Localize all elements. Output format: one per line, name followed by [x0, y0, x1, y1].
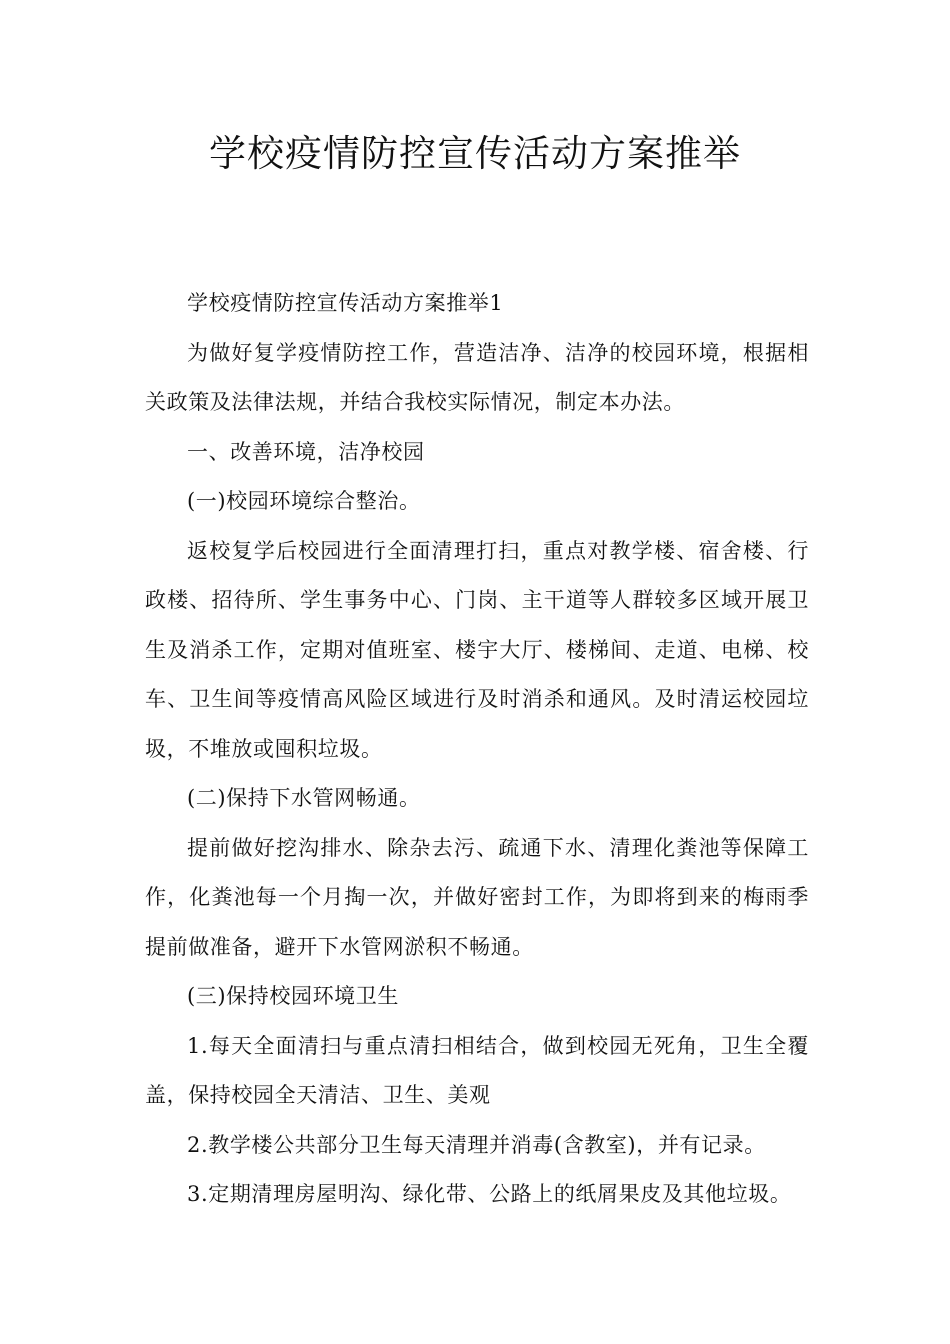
list-item: 1.每天全面清扫与重点清扫相结合，做到校园无死角，卫生全覆盖，保持校园全天清洁、卫生、美观: [145, 1033, 809, 1107]
paragraph: 为做好复学疫情防控工作，营造洁净、洁净的校园环境，根据相关政策及法律法规，并结合我校实际情况，制定本办法。: [145, 340, 809, 414]
subsection-heading: (二)保持下水管网畅通。: [187, 786, 421, 810]
document-body: [145, 279, 809, 1220]
section-heading: 学校疫情防控宣传活动方案推举1: [187, 291, 504, 315]
subsection-heading: (三)保持校园环境卫生: [187, 984, 399, 1008]
list-item: 2.教学楼公共部分卫生每天清理并消毒(含教室)，并有记录。: [187, 1132, 766, 1157]
list-item: 3.定期清理房屋明沟、绿化带、公路上的纸屑果皮及其他垃圾。: [187, 1182, 792, 1206]
paragraph: 提前做好挖沟排水、除杂去污、疏通下水、清理化粪池等保障工作，化粪池每一个月掏一次，并做好密封工作，为即将到来的梅雨季提前做准备，避开下水管网淤积不畅通。: [145, 835, 809, 959]
document-title: 学校疫情防控宣传活动方案推举: [209, 132, 741, 175]
subsection-heading: (一)校园环境综合整治。: [187, 489, 421, 513]
section-heading: 一、改善环境，洁净校园: [187, 439, 425, 464]
paragraph: 返校复学后校园进行全面清理打扫，重点对教学楼、宿舍楼、行政楼、招待所、学生事务中心、门岗、主干道等人群较多区域开展卫生及消杀工作，定期对值班室、楼宇大厅、楼梯间、走道、电梯、校车、卫生间等疫情高风险区域进行及时消杀和通风。及时清运校园垃圾，不堆放或囤积垃圾。: [145, 538, 809, 761]
